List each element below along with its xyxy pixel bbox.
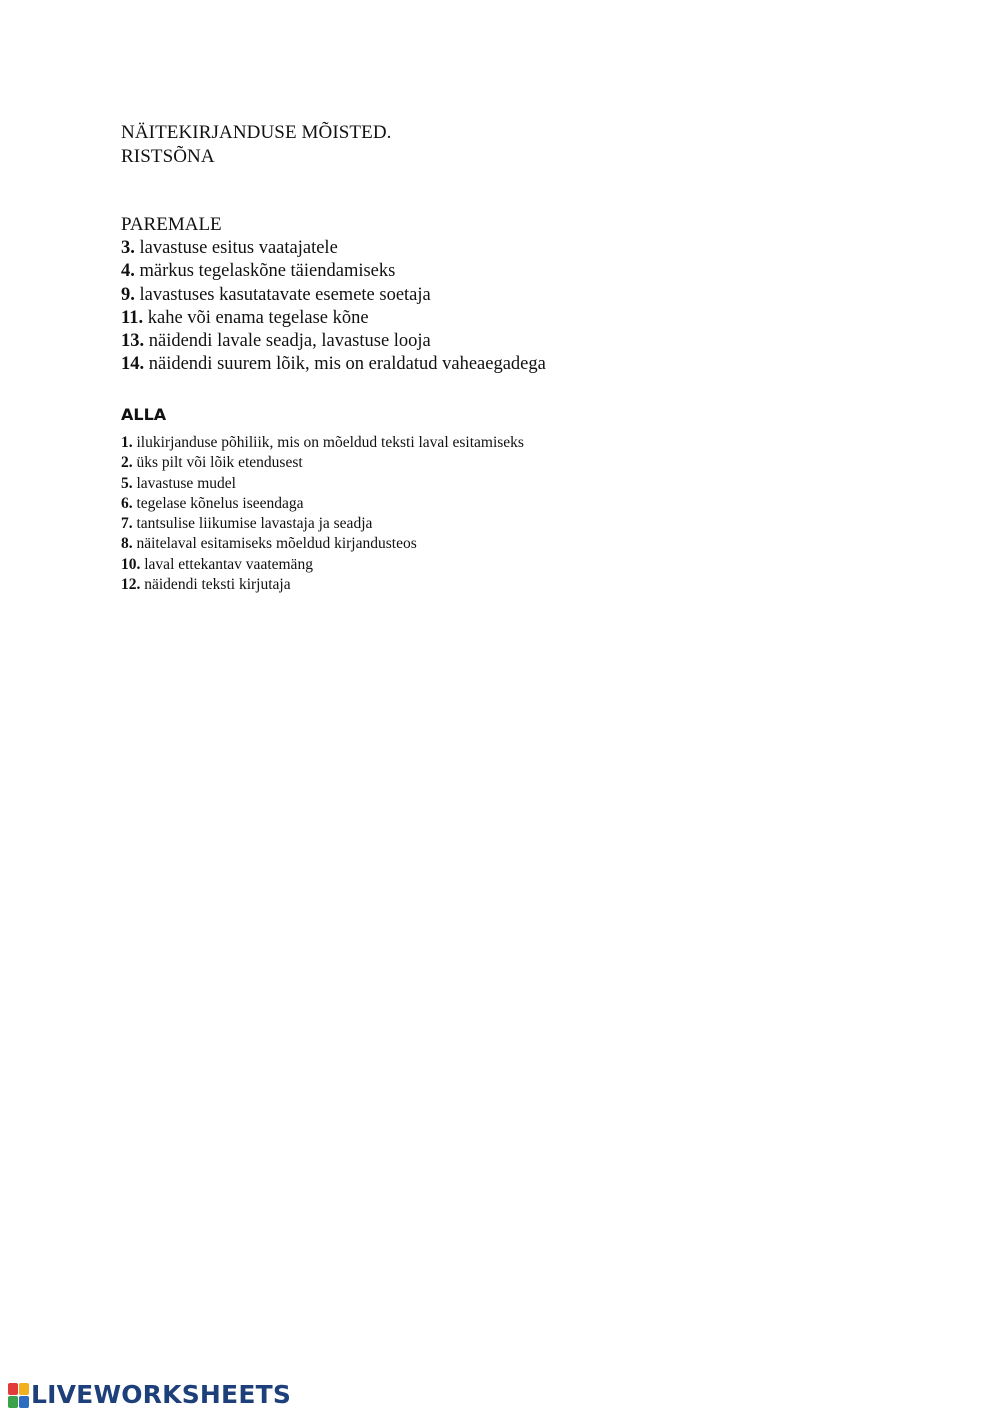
clue-number: 2.: [121, 454, 133, 472]
clue-number: 12.: [121, 576, 141, 594]
clue-text: kahe või enama tegelase kõne: [143, 307, 369, 328]
down-clues-section: [121, 404, 524, 595]
logo-square-green: [8, 1396, 18, 1408]
clue-number: 10.: [121, 555, 141, 573]
down-clue: [121, 494, 524, 514]
clue-text: tantsulise liikumise lavastaja ja seadja: [132, 515, 373, 533]
clue-text: näitelaval esitamiseks mõeldud kirjandusteos: [132, 535, 417, 553]
clue-text: lavastuse mudel: [132, 474, 236, 492]
down-clue: [121, 534, 524, 554]
logo-wordmark: LIVEWORKSHEETS: [31, 1380, 292, 1409]
across-clue: [121, 260, 546, 283]
logo-square-yellow: [19, 1383, 29, 1395]
across-clue: [121, 307, 546, 330]
document-title: [121, 121, 392, 169]
across-clue: [121, 237, 546, 260]
clue-text: ilukirjanduse põhiliik, mis on mõeldud teksti laval esitamiseks: [132, 434, 524, 451]
clue-text: näidendi lavale seadja, lavastuse looja: [144, 331, 431, 352]
across-clue: [121, 353, 546, 376]
liveworksheets-logo-icon: [8, 1383, 28, 1407]
down-clue: [121, 474, 524, 494]
clue-number: 13.: [121, 331, 145, 352]
clue-text: laval ettekantav vaatemäng: [140, 555, 313, 573]
clue-text: üks pilt või lõik etendusest: [132, 454, 303, 472]
clue-text: tegelase kõnelus iseendaga: [132, 494, 304, 512]
clue-number: 4.: [121, 261, 135, 282]
clue-text: märkus tegelaskõne täiendamiseks: [134, 261, 396, 282]
down-clue: [121, 575, 524, 595]
down-clue: [121, 514, 524, 534]
clue-number: 8.: [121, 535, 133, 553]
title-line-1: NÄITEKIRJANDUSE MÕISTED.: [121, 122, 392, 143]
clue-number: 14.: [121, 354, 145, 375]
clue-text: näidendi suurem lõik, mis on eraldatud vaheaegadega: [144, 354, 546, 375]
clue-text: näidendi teksti kirjutaja: [140, 576, 291, 594]
logo-square-red: [8, 1383, 18, 1395]
across-clues-section: [121, 213, 546, 377]
across-heading: PAREMALE: [121, 214, 222, 235]
down-heading: ALLA: [121, 405, 167, 424]
down-clue: [121, 555, 524, 575]
clue-number: 7.: [121, 515, 133, 533]
clue-text: lavastuse esitus vaatajatele: [134, 238, 338, 258]
logo-square-blue: [19, 1396, 29, 1408]
clue-number: 5.: [121, 474, 133, 492]
clue-number: 3.: [121, 238, 135, 258]
clue-number: 11.: [121, 307, 144, 328]
down-clue: [121, 453, 524, 473]
down-clue: [121, 433, 524, 453]
title-line-2: RISTSÕNA: [121, 146, 215, 167]
across-clue: [121, 284, 546, 307]
clue-number: 1.: [121, 434, 133, 451]
clue-text: lavastuses kasutatavate esemete soetaja: [134, 284, 431, 305]
liveworksheets-logo: [8, 1382, 291, 1408]
clue-number: 6.: [121, 494, 133, 512]
across-clue: [121, 330, 546, 353]
clue-number: 9.: [121, 284, 135, 305]
